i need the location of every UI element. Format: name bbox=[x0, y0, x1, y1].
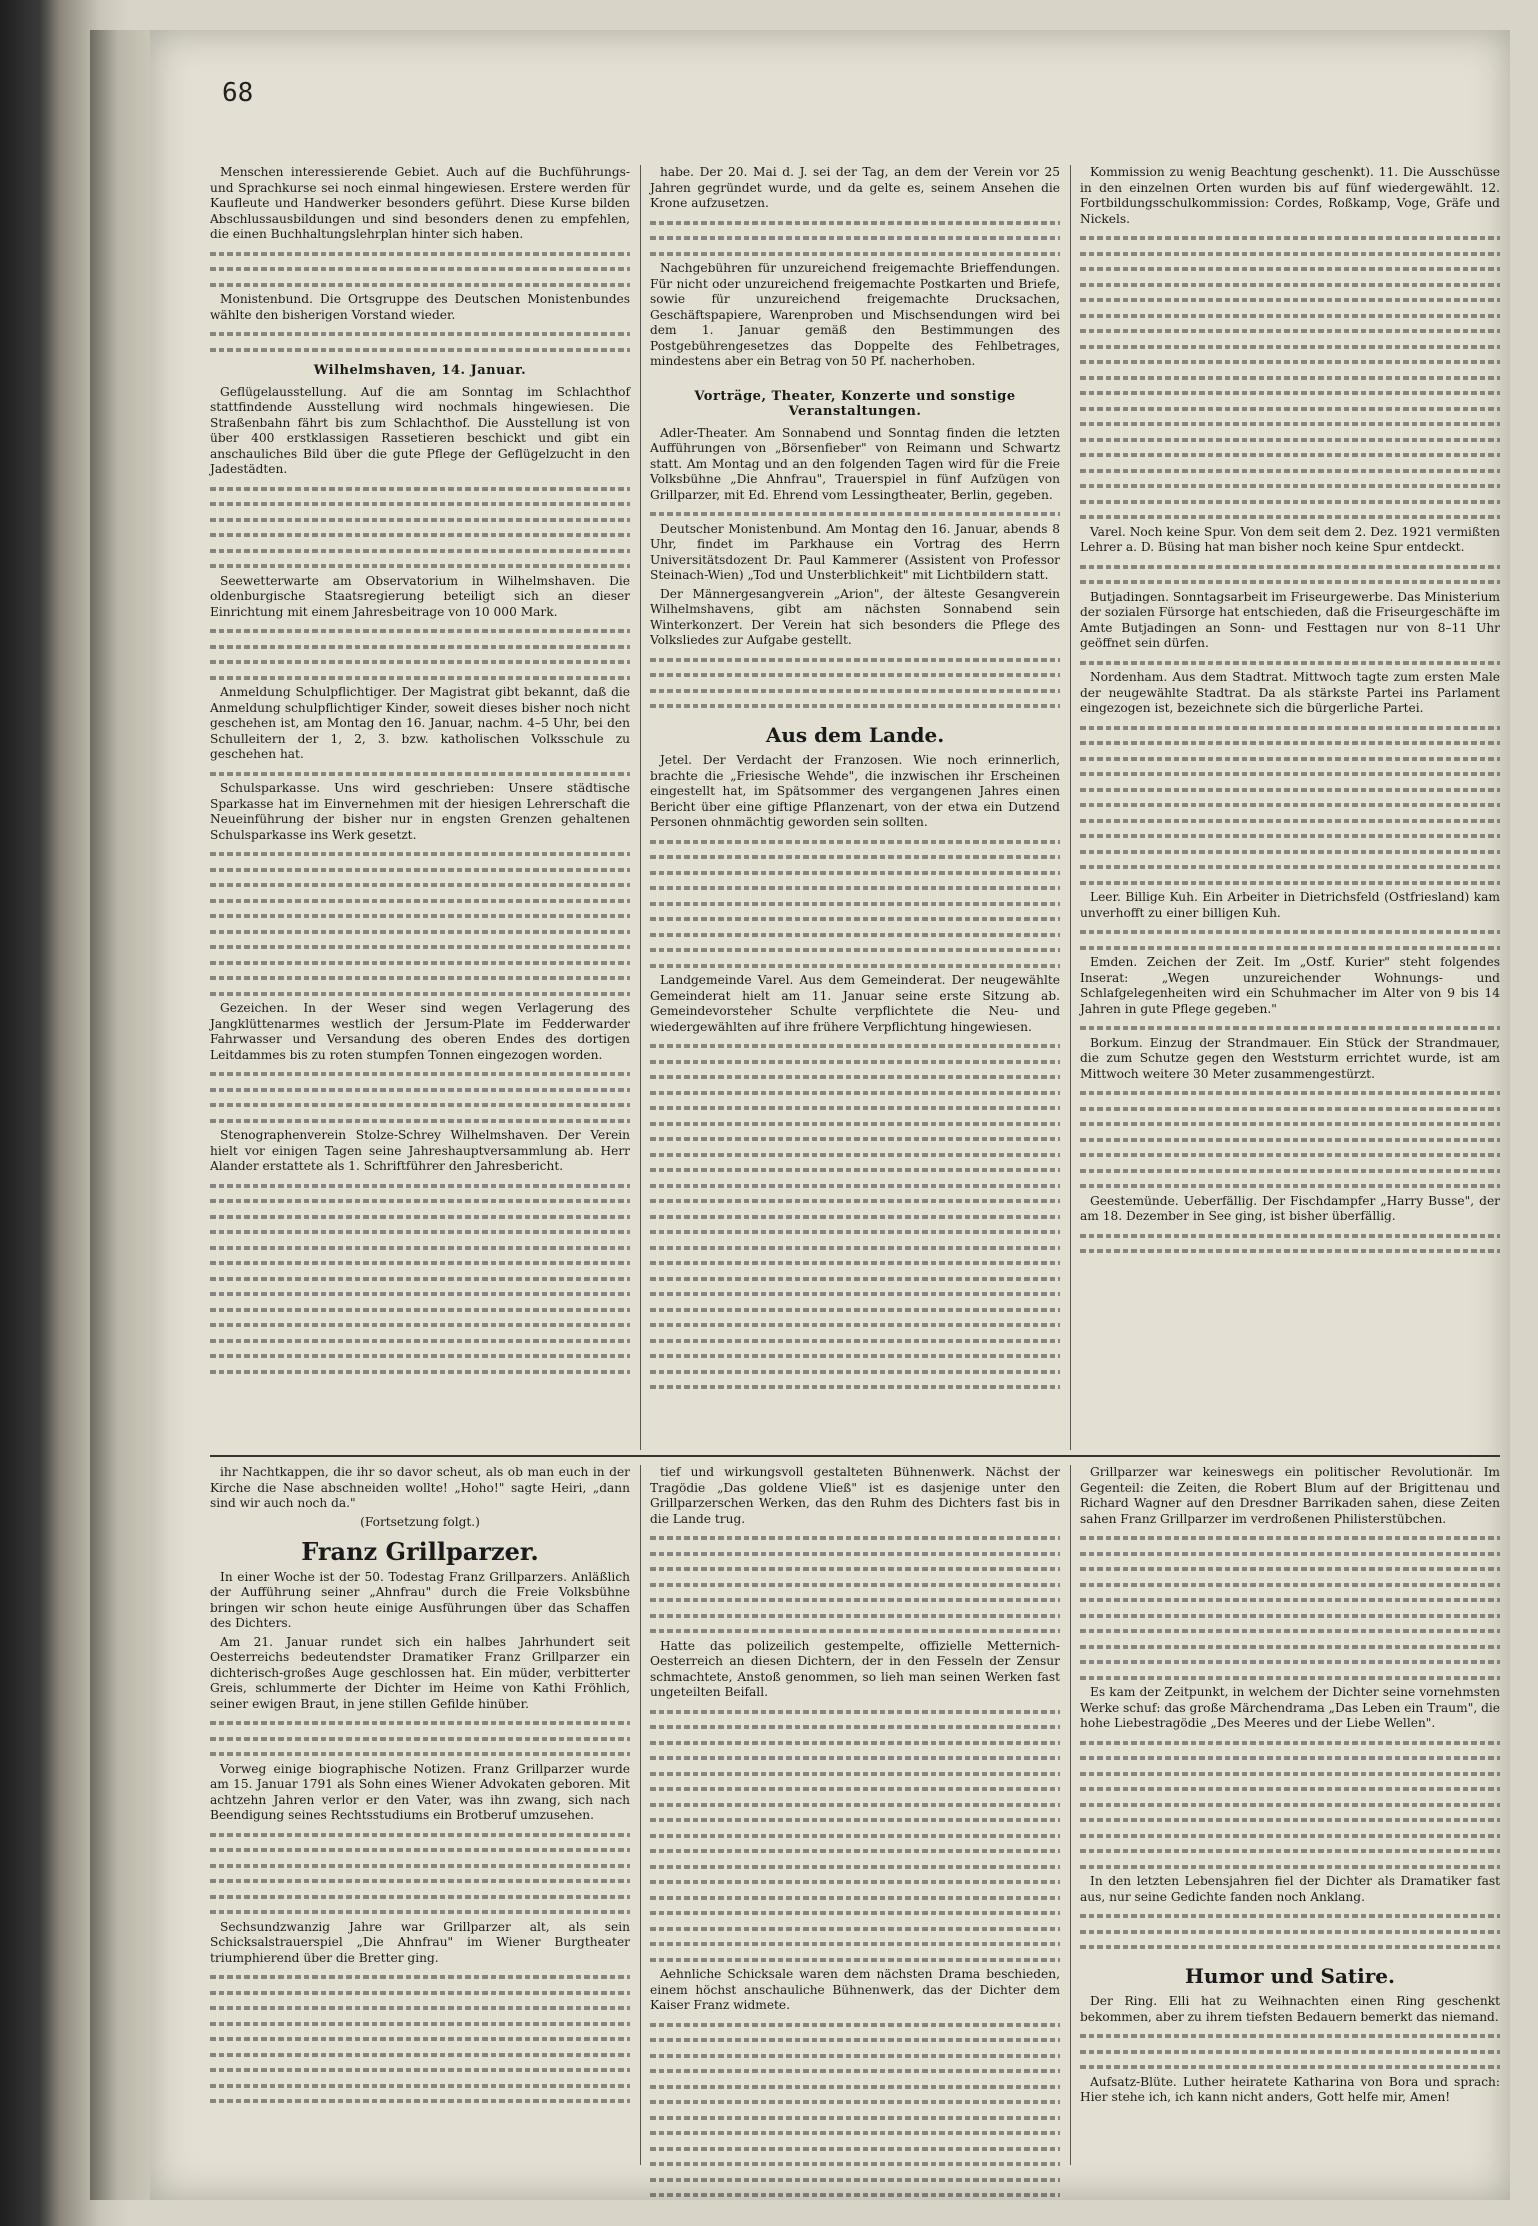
article-paragraph: Jetel. Der Verdacht der Franzosen. Wie noch erinnerlich, brachte die „Friesische Wehde", die inzwischen ihr Erscheinen eingestellt hat, im Spätsommer des vergangenen Jahres einen Bericht über eine giftige Pflanzenart, von der etwa ein Dutzend Personen ohnmächtig geworden sein sollten. bbox=[650, 753, 1060, 829]
column-rule-4 bbox=[1070, 1465, 1071, 2165]
humor-headline: Humor und Satire. bbox=[1185, 1963, 1395, 1988]
serial-continuation-note: (Fortsetzung folgt.) bbox=[360, 1514, 480, 1529]
newspaper-page bbox=[150, 30, 1510, 2200]
article-paragraph: Stenographenverein Stolze-Schrey Wilhelmshaven. Der Verein hielt vor einigen Tagen seine Jahreshauptversammlung ab. Herr Alander erstattete als 1. Schriftführer den Jahresbericht. bbox=[210, 1128, 630, 1173]
article-paragraph: Deutscher Monistenbund. Am Montag den 16. Januar, abends 8 Uhr, findet im Parkhause ein Vortrag des Herrn Universitätsdozent Dr. Paul Kammerer (Assistent von Professor Steinach-Wien) „Tod und Unsterblichkeit" mit Lichtbildern statt. bbox=[650, 521, 1060, 582]
column-left bbox=[210, 165, 630, 1379]
column-middle bbox=[650, 165, 1060, 1395]
article-paragraph: Landgemeinde Varel. Aus dem Gemeinderat. Der neugewählte Gemeinderat hielt am 11. Januar seine erste Sitzung ab. Gemeindevorsteher Schulte verpflichtete die Neu- und wiedergewählten auf ihre frühere Verpflichtung hingewiesen. bbox=[650, 973, 1060, 1034]
article-paragraph: habe. Der 20. Mai d. J. sei der Tag, an dem der Verein vor 25 Jahren gegründet wurde, und da gelte es, seinem Ansehen die Krone aufzusetzen. bbox=[650, 165, 1060, 210]
article-paragraph: Grillparzer war keineswegs ein politischer Revolutionär. Im Gegenteil: die Zeiten, die Robert Blum auf der Brigittenau und Richard Wagner auf den Dresdner Barrikaden sahen, diese Zeiten sahen Franz Grillparzer im verdroßenen Philisterstübchen. bbox=[1080, 1465, 1500, 1526]
article-paragraph: Geflügelausstellung. Auf die am Sonntag im Schlachthof stattfindende Ausstellung wird nochmals hingewiesen. Die Straßenbahn fährt bis zum Schlachthof. Die Ausstellung ist von über 400 erstklassigen Rassetieren beschickt und gibt ein anschauliches Bild über die gute Pflege der Geflügelzucht in den Jadestädten. bbox=[210, 384, 630, 476]
article-paragraph: Schulsparkasse. Uns wird geschrieben: Unsere städtische Sparkasse hat im Einvernehmen mit der hiesigen Lehrerschaft die Neueinführung der bisher nur in engsten Grenzen gehaltenen Schulsparkasse ins Werk gesetzt. bbox=[210, 781, 630, 842]
article-paragraph: Geestemünde. Ueberfällig. Der Fischdampfer „Harry Busse", der am 18. Dezember in See ging, ist bisher überfällig. bbox=[1080, 1193, 1500, 1223]
column-rule-1 bbox=[640, 165, 641, 1450]
article-paragraph: Adler-Theater. Am Sonnabend und Sonntag finden die letzten Aufführungen von „Börsenfieber" von Reimann und Schwartz statt. Am Montag und an den folgenden Tagen wird für die Freie Volksbühne „Die Ahnfrau", Trauerspiel in fünf Aufzügen von Grillparzer, mit Ed. Ehrend vom Lessingtheater, Berlin, gegeben. bbox=[650, 425, 1060, 502]
section-headline-region: Aus dem Lande. bbox=[765, 722, 945, 747]
serial-ending: ihr Nachtkappen, die ihr so davor scheut, als ob man euch in der Kirche die Nase abschneiden wollte! „Hoho!" sagte Heiri, „dann sind wir auch noch da." bbox=[210, 1465, 630, 1510]
article-paragraph: Leer. Billige Kuh. Ein Arbeiter in Dietrichsfeld (Ostfriesland) kam unverhofft zu einer billigen Kuh. bbox=[1080, 890, 1500, 920]
article-paragraph: Aehnliche Schicksale waren dem nächsten Drama beschieden, einem höchst anschauliche Bühnenwerk, das der Dichter dem Kaiser Franz widmete. bbox=[650, 1967, 1060, 2012]
article-paragraph: Monistenbund. Die Ortsgruppe des Deutschen Monistenbundes wählte den bisherigen Vorstand wieder. bbox=[210, 292, 630, 322]
article-paragraph: In einer Woche ist der 50. Todestag Franz Grillparzers. Anläßlich der Aufführung seiner „Ahnfrau" durch die Freie Volksbühne bringen wir schon heute einige Ausführungen über das Schaffen des Dichters. bbox=[210, 1569, 630, 1630]
article-paragraph: Nordenham. Aus dem Stadtrat. Mittwoch tagte zum ersten Male der neugewählte Stadtrat. Da als stärkste Partei ins Parlament eingezogen ist, bezeichnete sich die bürgerliche Partei. bbox=[1080, 670, 1500, 715]
column-rule-2 bbox=[1070, 165, 1071, 1450]
article-paragraph: Anmeldung Schulpflichtiger. Der Magistrat gibt bekannt, daß die Anmeldung schulpflichtiger Kinder, soweit dieses bisher noch nicht geschehen ist, am Montag den 16. Januar, nachm. 4–5 Uhr, bei den Schulleitern der 1, 2, 3. bzw. katholischen Volksschule zu geschehen hat. bbox=[210, 685, 630, 761]
column-right bbox=[1080, 165, 1500, 1259]
article-paragraph: tief und wirkungsvoll gestalteten Bühnenwerk. Nächst der Tragödie „Das goldene Vließ" ist es dasjenige unter den Grillparzerschen Werken, das den Ruhm des Dichters fast bis in die Lande trug. bbox=[650, 1465, 1060, 1526]
article-paragraph: Sechsundzwanzig Jahre war Grillparzer alt, als sein Schicksalstrauerspiel „Die Ahnfrau" im Wiener Burgtheater triumphierend über die Bretter ging. bbox=[210, 1919, 630, 1965]
article-paragraph: Seewetterwarte am Observatorium in Wilhelmshaven. Die oldenburgische Staatsregierung beteiligt sich an dieser Einrichtung mit einem Jahresbeitrage von 10 000 Mark. bbox=[210, 573, 630, 619]
page-number: 68 bbox=[222, 78, 254, 108]
dateline: Wilhelmshaven, 14. Januar. bbox=[313, 363, 527, 378]
article-paragraph: Hatte das polizeilich gestempelte, offizielle Metternich-Oesterreich an diesen Dichtern, der in den Fesseln der Zensur schmachtete, Anstoß genommen, so lieh man seinen Werken fast ungeteilten Beifall. bbox=[650, 1638, 1060, 1699]
article-paragraph: Borkum. Einzug der Strandmauer. Ein Stück der Strandmauer, die zum Schutze gegen den Weststurm errichtet wurde, ist am Mittwoch weitere 30 Meter zusammengestürzt. bbox=[1080, 1035, 1500, 1081]
article-paragraph: Vorweg einige biographische Notizen. Franz Grillparzer wurde am 15. Januar 1791 als Sohn eines Wiener Advokaten geboren. Mit achtzehn Jahren verlor er den Vater, was ihn zwang, sich nach Beendigung seines Rechtsstudiums ein Brotberuf umzusehen. bbox=[210, 1761, 630, 1822]
article-paragraph: Am 21. Januar rundet sich ein halbes Jahrhundert seit Oesterreichs bedeutendster Dramatiker Franz Grillparzer ein dichterisch-großes Auge geschlossen hat. Ein müder, verbitterter Greis, schlummerte der Dichter im Heime von Kathi Fröhlich, seiner ewigen Braut, in jene stillen Gefilde hinüber. bbox=[210, 1634, 630, 1711]
column-rule-3 bbox=[640, 1465, 641, 2165]
article-paragraph: Menschen interessierende Gebiet. Auch auf die Buchführungs- und Sprachkurse sei noch einmal hingewiesen. Erstere werden für Kaufleute und Handwerker besonders geführt. Diese Kurse bilden Abschlussausbildungen und sind besonders denen zu empfehlen, die einen Buchhaltungslehrplan hinter sich haben. bbox=[210, 165, 630, 241]
section-divider bbox=[210, 1455, 1500, 1457]
article-paragraph: Es kam der Zeitpunkt, in welchem der Dichter seine vornehmsten Werke schuf: das große Märchendrama „Das Leben ein Traum", die hohe Liebestragödie „Des Meeres und der Liebe Wellen". bbox=[1080, 1685, 1500, 1730]
article-paragraph: Der Ring. Elli hat zu Weihnachten einen Ring geschenkt bekommen, aber zu ihrem tiefsten Bedauern bemerkt das niemand. bbox=[1080, 1994, 1500, 2024]
article-paragraph: In den letzten Lebensjahren fiel der Dichter als Dramatiker fast aus, nur seine Gedichte fanden noch Anklang. bbox=[1080, 1874, 1500, 1904]
lower-column-left bbox=[210, 1465, 630, 2109]
article-paragraph: Der Männergesangverein „Arion", der älteste Gesangverein Wilhelmshavens, gibt am nächsten Sonnabend sein Winterkonzert. Der Verein hat sich besonders die Pflege des Volksliedes zur Aufgabe gestellt. bbox=[650, 586, 1060, 647]
section-title-events: Vorträge, Theater, Konzerte und sonstige Veranstaltungen. bbox=[694, 388, 1016, 419]
article-paragraph: Butjadingen. Sonntagsarbeit im Friseurgewerbe. Das Ministerium der sozialen Fürsorge hat entschieden, daß die Friseurgeschäfte im Amte Butjadingen an Sonn- und Festtagen nur von 8–11 Uhr geöffnet sein dürfen. bbox=[1080, 589, 1501, 650]
grillparzer-headline: Franz Grillparzer. bbox=[301, 1537, 539, 1566]
article-paragraph: Aufsatz-Blüte. Luther heiratete Katharina von Bora und sprach: Hier stehe ich, ich kann nicht anders, Gott helfe mir, Amen! bbox=[1080, 2074, 1500, 2104]
article-paragraph: Emden. Zeichen der Zeit. Im „Ostf. Kurier" steht folgendes Inserat: „Wegen unzureichender Wohnungs- und Schlafgelegenheiten wird ein Schuhmacher im Alter von 9 bis 14 Jahren in gute Pflege gegeben." bbox=[1080, 955, 1500, 1016]
article-paragraph: Varel. Noch keine Spur. Von dem seit dem 2. Dez. 1921 vermißten Lehrer a. D. Büsing hat man bisher noch keine Spur entdeckt. bbox=[1080, 524, 1500, 554]
lower-column-middle bbox=[650, 1465, 1060, 2203]
lower-column-right bbox=[1080, 1465, 1500, 2109]
article-paragraph: Nachgebühren für unzureichend freigemachte Brieffendungen. Für nicht oder unzureichend freigemachte Postkarten und Briefe, sowie für unzureichend freigemachte Drucksachen, Geschäftspapiere, Warenproben und Mischsendungen wird bei dem 1. Januar gemäß den Bestimmungen des Postgebührengesetzes das Doppelte des Fehlbetrages, mindestens aber ein Betrag von 50 Pf. nacherhoben. bbox=[650, 261, 1060, 368]
article-paragraph: Gezeichen. In der Weser sind wegen Verlagerung des Jangklüttenarmes westlich der Jersum-Plate im Fedderwarder Fahrwasser und Versandung des oberen Endes des dortigen Leitdammes bis zu roten stumpfen Tonnen eingezogen worden. bbox=[210, 1001, 630, 1062]
article-paragraph: Kommission zu wenig Beachtung geschenkt). 11. Die Ausschüsse in den einzelnen Orten wurden bis auf fünf wiedergewählt. 12. Fortbildungsschulkommission: Cordes, Roßkamp, Voge, Gräfe und Nickels. bbox=[1080, 165, 1500, 226]
